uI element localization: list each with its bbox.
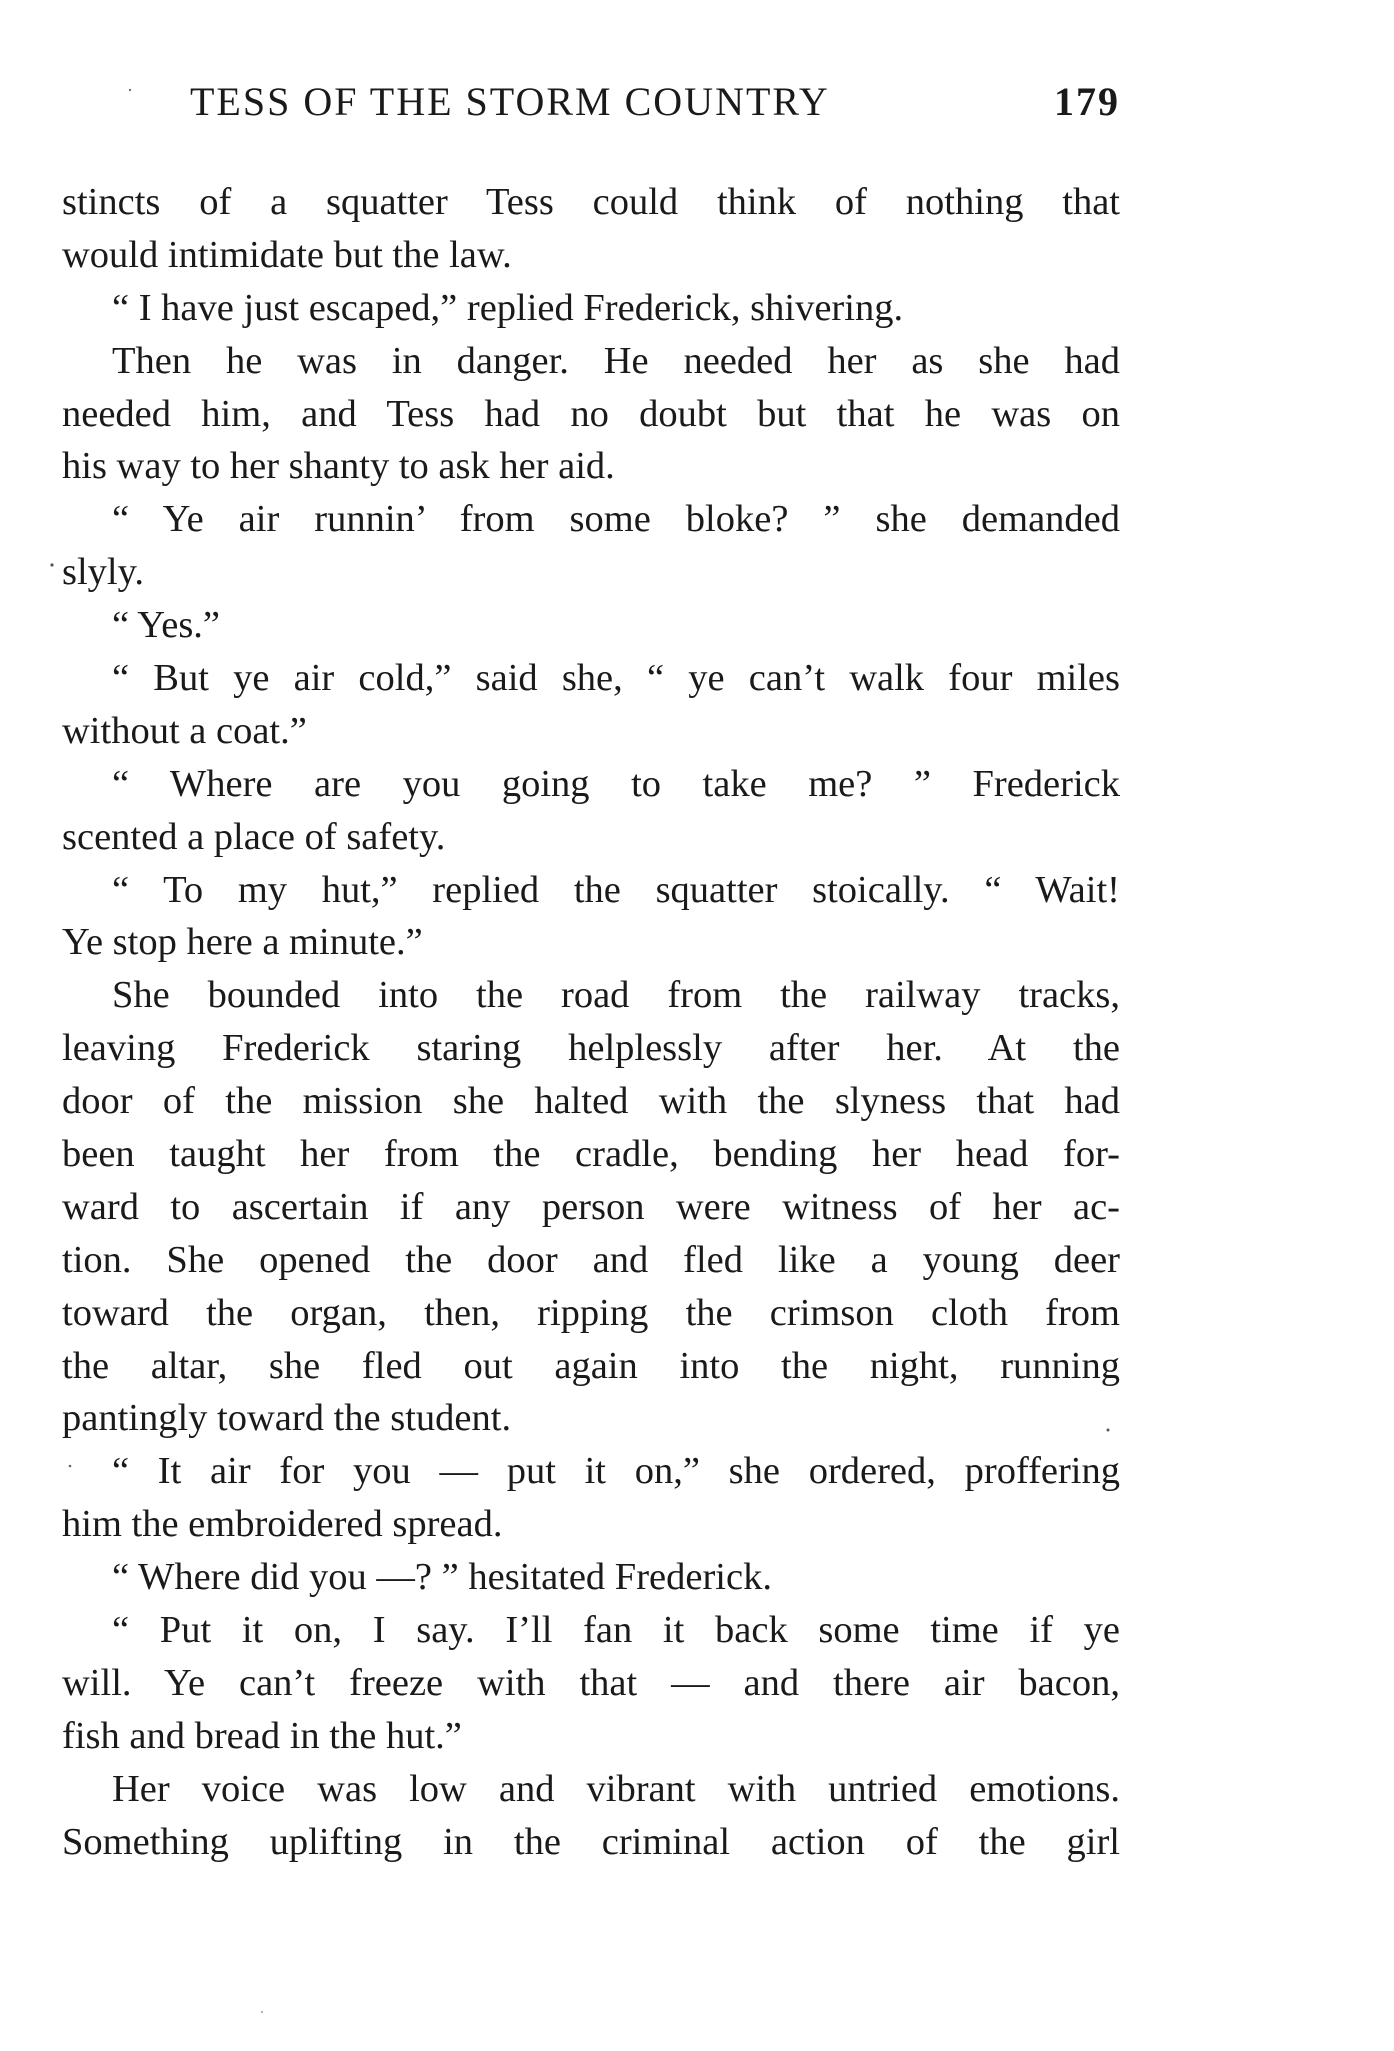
text-line: leaving Frederick staring helplessly after her. At the bbox=[62, 1027, 1120, 1070]
text-line: ward to ascertain if any person were witness of her ac- bbox=[62, 1185, 1120, 1228]
paper-speck bbox=[50, 563, 53, 566]
text-line: been taught her from the cradle, bending her head for- bbox=[62, 1133, 1120, 1176]
text-line: stincts of a squatter Tess could think of nothing that bbox=[62, 181, 1120, 223]
text-line: would intimidate but the law. bbox=[62, 233, 512, 276]
text-line: without a coat.” bbox=[62, 709, 307, 752]
text-line: “ To my hut,” replied the squatter stoically. “ Wait! bbox=[112, 868, 1120, 911]
running-head bbox=[190, 78, 1120, 128]
text-line: Her voice was low and vibrant with untried emotions. bbox=[112, 1767, 1120, 1810]
text-line: fish and bread in the hut.” bbox=[62, 1714, 462, 1757]
text-line: slyly. bbox=[62, 551, 145, 594]
text-line: tion. She opened the door and fled like a young deer bbox=[62, 1238, 1120, 1281]
running-head-title: TESS OF THE STORM COUNTRY bbox=[190, 79, 830, 124]
text-line: “ Ye air runnin’ from some bloke? ” she demanded bbox=[112, 498, 1120, 541]
text-line: him the embroidered spread. bbox=[62, 1503, 503, 1546]
text-line: “ Where are you going to take me? ” Frederick bbox=[112, 762, 1120, 805]
text-line: Then he was in danger. He needed her as she had bbox=[112, 339, 1120, 382]
text-line: needed him, and Tess had no doubt but that he was on bbox=[62, 392, 1120, 435]
text-line: Ye stop here a minute.” bbox=[62, 921, 423, 964]
body-text bbox=[62, 176, 1120, 1869]
text-line: will. Ye can’t freeze with that — and there air bacon, bbox=[62, 1661, 1120, 1704]
text-line: “ Yes.” bbox=[112, 604, 221, 647]
text-line: scented a place of safety. bbox=[62, 815, 446, 858]
text-line: She bounded into the road from the railway tracks, bbox=[112, 974, 1120, 1017]
text-line: Something uplifting in the criminal action of the girl bbox=[62, 1820, 1120, 1863]
text-line: toward the organ, then, ripping the crimson cloth from bbox=[62, 1291, 1120, 1334]
text-line: “ Where did you —? ” hesitated Frederick. bbox=[112, 1556, 772, 1599]
text-line: door of the mission she halted with the slyness that had bbox=[62, 1080, 1120, 1123]
text-line: his way to her shanty to ask her aid. bbox=[62, 445, 615, 488]
page-number: 179 bbox=[1054, 79, 1120, 124]
paper-speck bbox=[261, 2011, 263, 2013]
text-line: “ But ye air cold,” said she, “ ye can’t walk four miles bbox=[112, 657, 1120, 700]
text-line: “ It air for you — put it on,” she ordered, proffering bbox=[112, 1450, 1120, 1493]
paper-speck bbox=[129, 89, 131, 91]
text-line: pantingly toward the student. bbox=[62, 1397, 512, 1440]
text-line: “ I have just escaped,” replied Frederick, shivering. bbox=[112, 286, 904, 329]
text-line: the altar, she fled out again into the night, running bbox=[62, 1344, 1120, 1387]
text-line: “ Put it on, I say. I’ll fan it back some time if ye bbox=[112, 1609, 1120, 1652]
